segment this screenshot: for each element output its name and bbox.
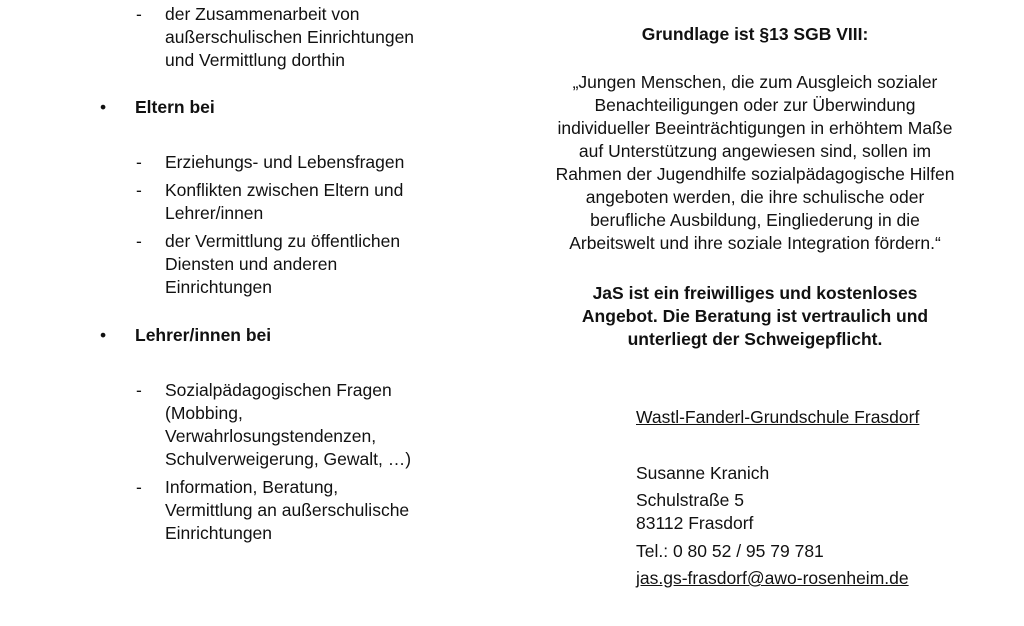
legal-quote: „Jungen Menschen, die zum Ausgleich sozialer Benachteiligungen oder zur Überwindung individueller Beeinträchtigungen in erhöhtem Maße auf Unterstützung angewiesen sind, sollen im Rahmen der Jugendhilfe sozialpädagogische Hilfen angeboten werden, die ihre schulische oder berufliche Ausbildung, Eingliederung in die Arbeitswelt und ihre soziale Integration fördern.“ xyxy=(555,72,955,253)
contact-name: Susanne Kranich xyxy=(636,463,770,483)
dash-marker: - xyxy=(136,477,142,497)
basis-heading: Grundlage ist §13 SGB VIII: xyxy=(641,24,869,44)
list-item-text: Sozialpädagogischen Fragen (Mobbing, Verwahrlosungstendenzen, Schulverweigerung, Gewalt, …) xyxy=(165,380,412,469)
contact-email-link[interactable]: jas.gs-frasdorf@awo-rosenheim.de xyxy=(636,568,909,588)
list-item-text: der Zusammenarbeit von außerschulischen Einrichtungen und Vermittlung dorthin xyxy=(165,4,415,70)
confidentiality-notice: JaS ist ein freiwilliges und kostenloses Angebot. Die Beratung ist vertraulich und unterliegt der Schweigepflicht. xyxy=(581,283,929,349)
dash-marker: - xyxy=(136,180,142,200)
contact-phone: Tel.: 0 80 52 / 95 79 781 xyxy=(636,541,824,561)
school-name: Wastl-Fanderl-Grundschule Frasdorf xyxy=(636,407,920,427)
dash-marker: - xyxy=(136,152,142,172)
contact-street: Schulstraße 5 xyxy=(636,490,744,510)
list-item-text: Erziehungs- und Lebensfragen xyxy=(165,152,405,172)
contact-city: 83112 Frasdorf xyxy=(636,513,754,533)
section-label: Eltern bei xyxy=(135,97,215,117)
right-column xyxy=(500,0,1024,626)
bullet-marker: • xyxy=(100,97,107,117)
list-item-text: der Vermittlung zu öffentlichen Diensten und anderen Einrichtungen xyxy=(165,231,401,297)
dash-marker: - xyxy=(136,380,142,400)
list-item-text: Konflikten zwischen Eltern und Lehrer/innen xyxy=(165,180,404,223)
dash-marker: - xyxy=(136,4,142,24)
left-column xyxy=(0,0,500,626)
list-item-text: Information, Beratung, Vermittlung an außerschulische Einrichtungen xyxy=(165,477,410,543)
section-label: Lehrer/innen bei xyxy=(135,325,272,345)
bullet-marker: • xyxy=(100,325,107,345)
dash-marker: - xyxy=(136,231,142,251)
